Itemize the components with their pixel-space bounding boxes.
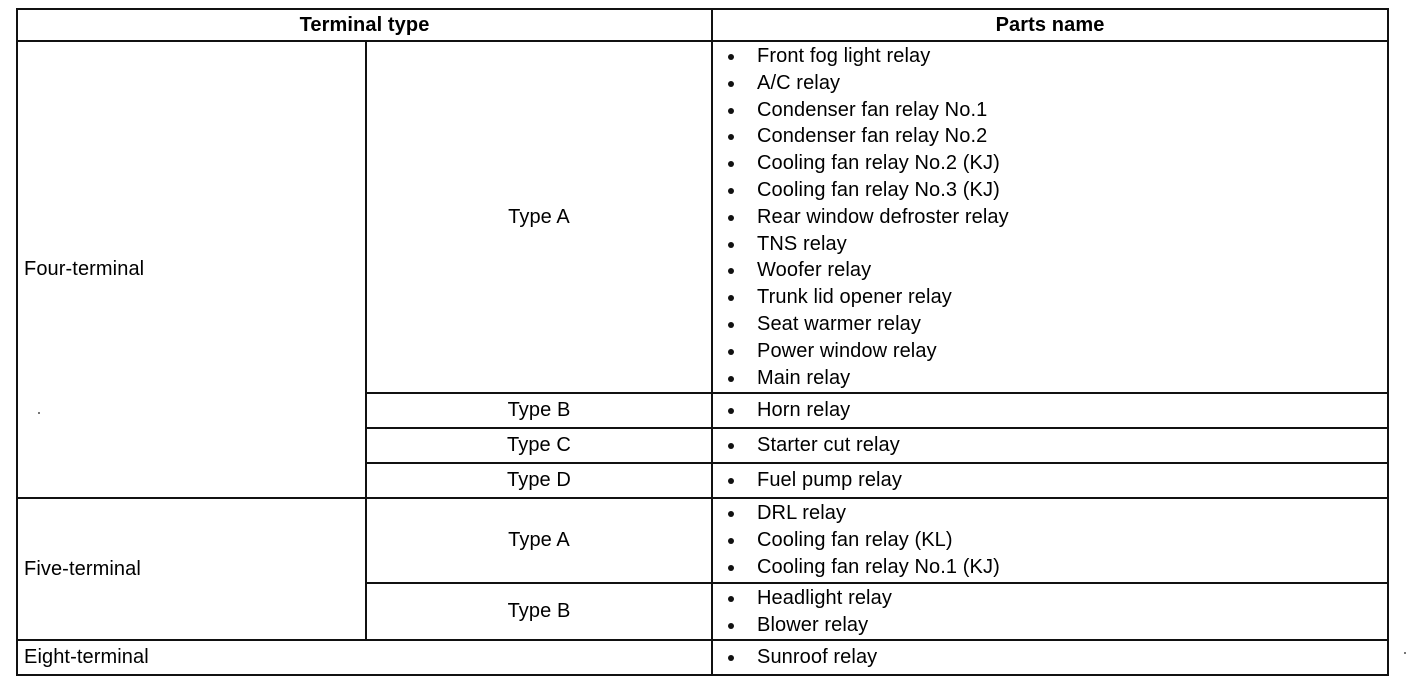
eight-terminal-label: Eight-terminal (17, 640, 712, 675)
list-item (726, 231, 1387, 258)
four-terminal-label: Four-terminal (17, 41, 366, 498)
list-item (726, 554, 1387, 581)
four-terminal-type-b-parts (712, 393, 1388, 428)
parts-list (726, 397, 1387, 424)
part-name: Sunroof relay (757, 646, 878, 669)
list-item (726, 612, 1387, 639)
part-name: Power window relay (757, 339, 937, 362)
bullet-icon (728, 215, 734, 221)
eight-terminal-parts (712, 640, 1388, 675)
part-name: Blower relay (757, 613, 869, 636)
bullet-icon (728, 623, 734, 629)
list-item (726, 338, 1387, 365)
part-name: Cooling fan relay No.1 (KJ) (757, 555, 1000, 578)
bullet-icon (728, 295, 734, 301)
part-name: Starter cut relay (757, 434, 900, 457)
table-row (17, 498, 1388, 582)
bullet-icon (728, 161, 734, 167)
part-name: TNS relay (757, 232, 847, 255)
list-item (726, 204, 1387, 231)
four-terminal-type-d-parts (712, 463, 1388, 498)
list-item (726, 432, 1387, 459)
list-item (726, 177, 1387, 204)
bullet-icon (728, 596, 734, 602)
bullet-icon (728, 81, 734, 87)
part-name: A/C relay (757, 71, 841, 94)
table-row (17, 640, 1388, 675)
five-terminal-type-a-parts (712, 498, 1388, 582)
list-item (726, 585, 1387, 612)
bullet-icon (728, 54, 734, 60)
list-item (726, 284, 1387, 311)
bullet-icon (728, 565, 734, 571)
header-row (17, 9, 1388, 41)
bullet-icon (728, 188, 734, 194)
parts-list (726, 585, 1387, 639)
bullet-icon (728, 478, 734, 484)
list-item (726, 311, 1387, 338)
four-terminal-type-c-parts (712, 428, 1388, 463)
part-name: Rear window defroster relay (757, 205, 1009, 228)
bullet-icon (728, 322, 734, 328)
part-name: Headlight relay (757, 586, 892, 609)
bullet-icon (728, 242, 734, 248)
four-terminal-type-a-label: Type A (366, 41, 712, 393)
part-name: Seat warmer relay (757, 312, 921, 335)
bullet-icon (728, 349, 734, 355)
parts-list (726, 644, 1387, 671)
table-row (17, 41, 1388, 393)
four-terminal-type-c-label: Type C (366, 428, 712, 463)
part-name: Condenser fan relay No.1 (757, 98, 988, 121)
bullet-icon (728, 511, 734, 517)
parts-list (726, 432, 1387, 459)
four-terminal-type-a-parts (712, 41, 1388, 393)
five-terminal-type-b-label: Type B (366, 583, 712, 641)
bullet-icon (728, 376, 734, 382)
four-terminal-type-b-label: Type B (366, 393, 712, 428)
part-name: Condenser fan relay No.2 (757, 125, 988, 148)
five-terminal-label: Five-terminal (17, 498, 366, 640)
list-item (726, 644, 1387, 671)
parts-name-header: Parts name (712, 9, 1388, 41)
scan-speck (38, 412, 40, 414)
part-name: Cooling fan relay No.2 (KJ) (757, 152, 1000, 175)
list-item (726, 500, 1387, 527)
list-item (726, 97, 1387, 124)
scan-speck (1404, 652, 1406, 654)
relay-terminal-table (16, 8, 1389, 676)
terminal-type-header: Terminal type (17, 9, 712, 41)
part-name: Trunk lid opener relay (757, 286, 952, 309)
list-item (726, 527, 1387, 554)
five-terminal-type-b-parts (712, 583, 1388, 641)
list-item (726, 467, 1387, 494)
list-item (726, 365, 1387, 392)
list-item (726, 150, 1387, 177)
part-name: Woofer relay (757, 259, 872, 282)
part-name: Horn relay (757, 399, 851, 422)
list-item (726, 70, 1387, 97)
bullet-icon (728, 108, 734, 114)
part-name: Main relay (757, 366, 851, 389)
parts-list (726, 467, 1387, 494)
list-item (726, 397, 1387, 424)
list-item (726, 123, 1387, 150)
part-name: DRL relay (757, 502, 847, 525)
bullet-icon (728, 134, 734, 140)
part-name: Fuel pump relay (757, 469, 902, 492)
bullet-icon (728, 655, 734, 661)
part-name: Cooling fan relay (KL) (757, 529, 953, 552)
four-terminal-type-d-label: Type D (366, 463, 712, 498)
list-item (726, 43, 1387, 70)
part-name: Cooling fan relay No.3 (KJ) (757, 178, 1000, 201)
bullet-icon (728, 408, 734, 414)
part-name: Front fog light relay (757, 45, 931, 67)
bullet-icon (728, 268, 734, 274)
parts-list (726, 500, 1387, 580)
bullet-icon (728, 538, 734, 544)
parts-list (726, 43, 1387, 391)
bullet-icon (728, 443, 734, 449)
five-terminal-type-a-label: Type A (366, 498, 712, 582)
list-item (726, 257, 1387, 284)
